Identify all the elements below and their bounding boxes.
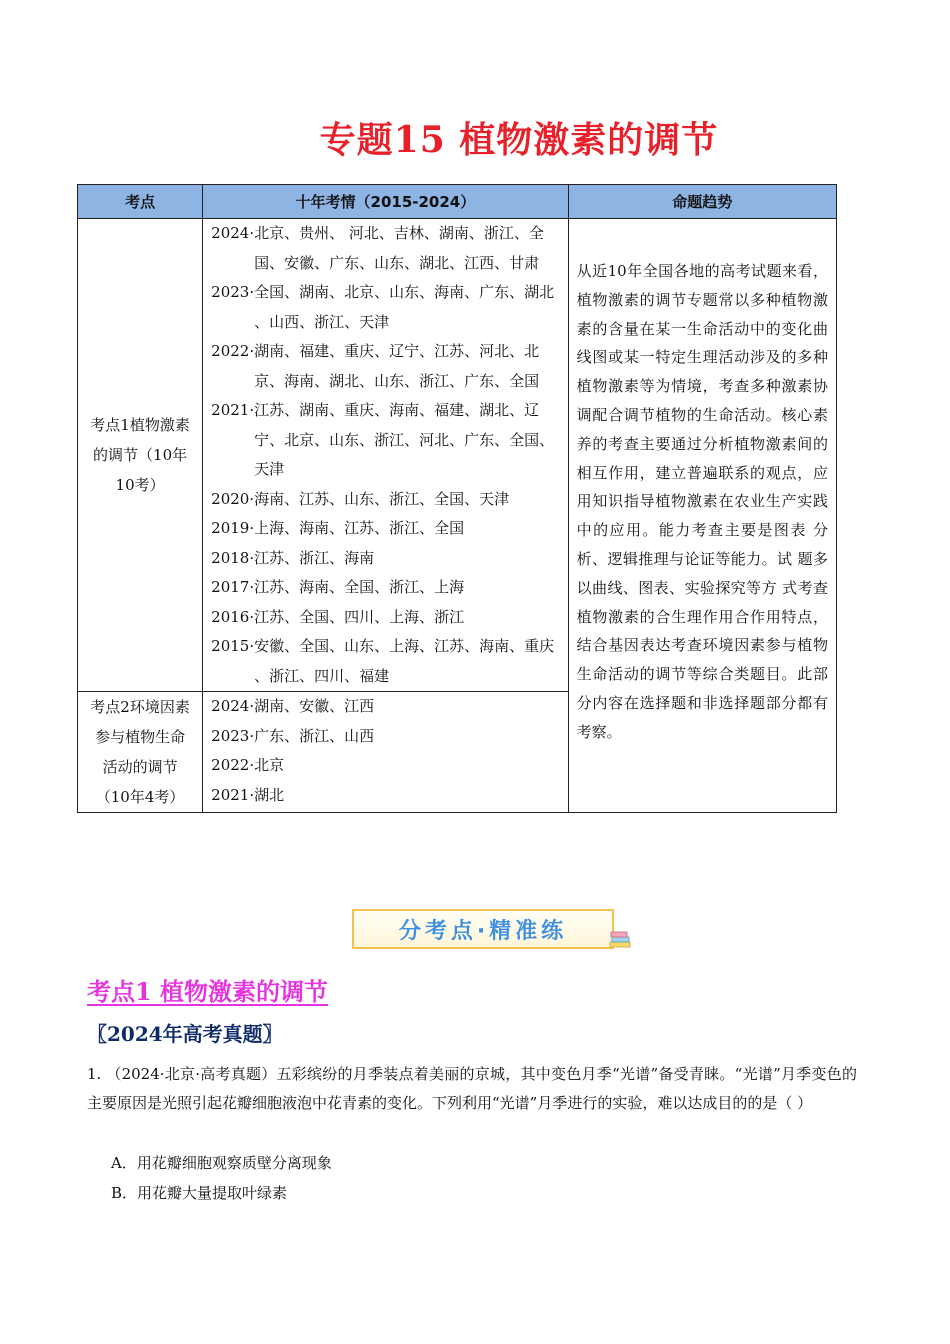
year-line (211, 603, 559, 633)
years-1-cell (203, 219, 568, 692)
year-label: 2024· (211, 224, 255, 242)
year-line (211, 544, 559, 574)
year-places: 全国、湖南、北京、山东、海南、广东、湖北 、山西、浙江、天津 (254, 283, 555, 331)
year-label: 2023· (211, 726, 255, 745)
year-label: 2015· (211, 637, 255, 655)
year-line (211, 632, 559, 691)
year-label: 2016· (211, 607, 255, 626)
trend-cell: 从近10年全国各地的高考试题来看，植物激素的调节专题常以多种植物激素的含量在某一生命活动中的变化曲线图或某一特定生理活动涉及的多种植物激素等为情境，考查多种激素协调配合调节植物的生命活动。核心素养的考查主要通过分析植物激素间的相互作用，建立普遍联系的观点，应用知识指导植物激素在农业生产实践中的应用。能力考查主要是图表 分析、逻辑推理与论证等能力。试 题多以曲线、图表、实验探究等方 式考查植物激素的合生理作用合作用特点，结合基因表达考查环境因素参与植物生命活动的调节等综合类题目。此部分内容在选择题和非选择题部分都有考察。 (568, 219, 836, 813)
books-icon (608, 928, 632, 950)
year-places: 上海、海南、江苏、浙江、全国 (254, 519, 465, 537)
year-places: 江苏、湖南、重庆、海南、福建、湖北、辽宁、北京、山东、浙江、河北、广东、全国、天津 (254, 401, 555, 478)
year-label: 2022· (211, 342, 255, 360)
header-kaodian: 考点 (78, 185, 203, 219)
header-decade: 十年考情（2015-2024） (203, 185, 568, 219)
year-line (211, 751, 559, 781)
table-row (78, 219, 837, 692)
question-stem: 1. （2024·北京·高考真题）五彩缤纷的月季装点着美丽的京城，其中变色月季“光谱”备受青睐。“光谱”月季变色的主要原因是光照引起花瓣细胞液泡中花青素的变化。下列利用“光谱”月季进行的实验，难以达成目的的是（ ） (87, 1065, 857, 1112)
year-places: 湖南、安徽、江西 (254, 697, 375, 715)
year-places: 北京 (254, 756, 285, 774)
year-label: 2021· (211, 401, 255, 419)
year-places: 海南、江苏、山东、浙江、全国、天津 (254, 489, 510, 508)
year-line (211, 573, 559, 603)
year-label: 2018· (211, 548, 255, 567)
year-places: 安徽、全国、山东、上海、江苏、海南、重庆 、浙江、四川、福建 (254, 637, 555, 685)
year-label: 2020· (211, 489, 255, 508)
year-line (211, 692, 559, 722)
year-places: 湖北 (254, 785, 285, 804)
year-places: 江苏、浙江、海南 (254, 548, 375, 567)
year-line (211, 781, 559, 811)
section-heading: 考点1 植物激素的调节 (87, 977, 329, 1006)
year-line (211, 396, 559, 485)
year-places: 湖南、福建、重庆、辽宁、江苏、河北、北京、海南、湖北、山东、浙江、广东、全国 (254, 342, 540, 390)
year-places: 江苏、海南、全国、浙江、上海 (254, 578, 465, 596)
exam-overview-table (77, 184, 837, 813)
year-label: 2017· (211, 578, 255, 596)
option-a: A．用花瓣细胞观察质壁分离现象 (111, 1154, 332, 1172)
page-title: 专题15 植物激素的调节 (319, 119, 719, 161)
kaodian-2-cell: 考点2环境因素参与植物生命活动的调节（10年4考） (78, 692, 203, 813)
year-places: 北京、贵州、 河北、吉林、湖南、浙江、全国、安徽、广东、山东、湖北、江西、甘肃 (254, 224, 544, 272)
year-subheading: 〖2024年高考真题〗 (87, 1022, 283, 1046)
year-label: 2022· (211, 756, 255, 774)
year-places: 广东、浙江、山西 (254, 726, 375, 745)
option-b: B．用花瓣大量提取叶绿素 (111, 1184, 288, 1202)
year-line (211, 278, 559, 337)
year-line (211, 722, 559, 752)
header-trend: 命题趋势 (568, 185, 836, 219)
kaodian-1-cell: 考点1植物激素的调节（10年10考） (78, 219, 203, 692)
year-places: 江苏、全国、四川、上海、浙江 (254, 607, 465, 626)
practice-banner: 分考点·精准练 (352, 909, 614, 949)
year-line (211, 337, 559, 396)
years-2-cell (203, 692, 568, 813)
year-label: 2019· (211, 519, 255, 537)
year-line (211, 485, 559, 515)
year-line (211, 514, 559, 544)
year-line (211, 219, 559, 278)
year-label: 2021· (211, 785, 255, 804)
year-label: 2024· (211, 697, 255, 715)
table-header-row (78, 185, 837, 219)
year-label: 2023· (211, 283, 255, 301)
